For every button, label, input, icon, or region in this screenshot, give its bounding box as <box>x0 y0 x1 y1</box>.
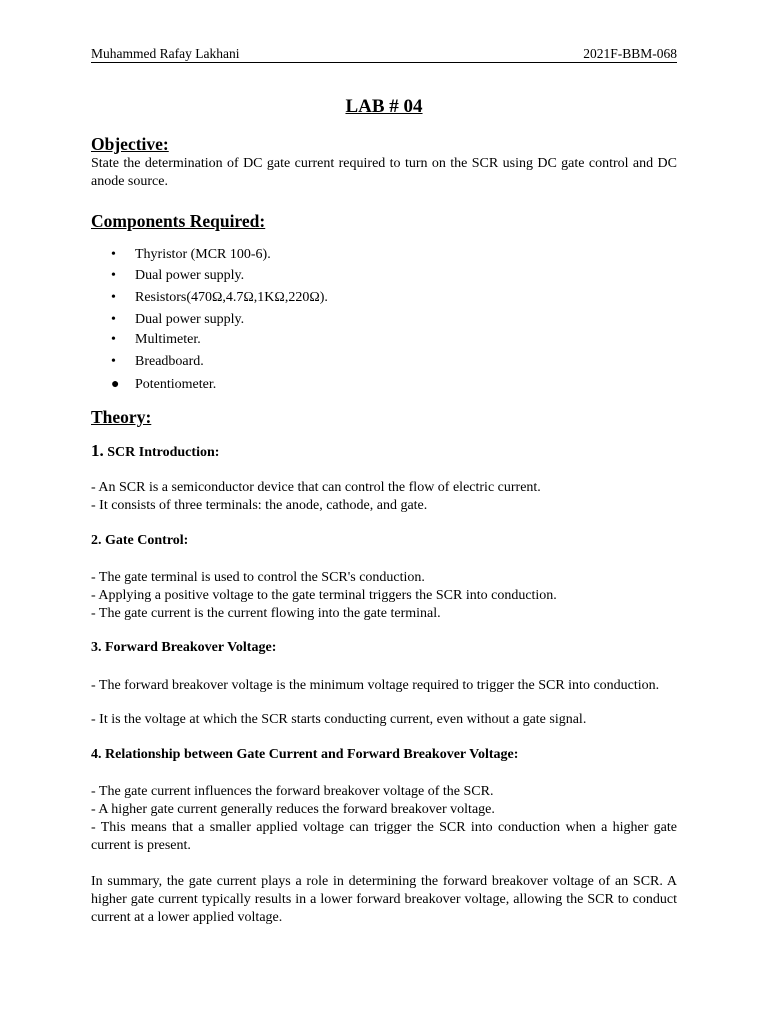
section-4-line: - A higher gate current generally reduces the forward breakover voltage. <box>91 802 495 817</box>
bullet-icon: • <box>111 354 116 369</box>
section-3-heading: 3. Forward Breakover Voltage: <box>91 640 277 655</box>
section-1-line: - It consists of three terminals: the anode, cathode, and gate. <box>91 498 428 513</box>
section-1-heading <box>91 441 677 461</box>
section-1-line: - An SCR is a semiconductor device that can control the flow of electric current. <box>91 480 541 495</box>
section-2-line: - Applying a positive voltage to the gate terminal triggers the SCR into conduction. <box>91 588 557 603</box>
summary-paragraph: In summary, the gate current plays a role in determining the forward breakover voltage of an SCR. A higher gate current typically results in a lower forward breakover voltage, allowing the SCR to conduct current at a lower applied voltage. <box>91 874 677 925</box>
header-author: Muhammed Rafay Lakhani <box>91 46 240 61</box>
components-heading: Components Required: <box>91 211 266 231</box>
section-4-line: - The gate current influences the forward breakover voltage of the SCR. <box>91 784 494 799</box>
section-1-title: SCR Introduction: <box>107 445 220 460</box>
list-item: • Dual power supply. <box>111 312 245 327</box>
page-header <box>91 45 677 63</box>
objective-heading: Objective: <box>91 134 169 154</box>
list-item: • Thyristor (MCR 100-6). <box>111 247 271 262</box>
bullet-icon: • <box>111 332 116 347</box>
list-item: • Dual power supply. <box>111 268 245 283</box>
header-roll-number: 2021F-BBM-068 <box>583 46 677 61</box>
theory-heading: Theory: <box>91 407 152 427</box>
list-item: ● Potentiometer. <box>111 377 217 392</box>
list-item: • Multimeter. <box>111 332 201 347</box>
bullet-icon: • <box>111 290 116 305</box>
bullet-icon: • <box>111 268 116 283</box>
objective-text: State the determination of DC gate current required to turn on the SCR using DC gate control and DC anode source. <box>91 156 677 189</box>
bullet-icon: ● <box>111 377 120 392</box>
bullet-icon: • <box>111 247 116 262</box>
section-3-line: - It is the voltage at which the SCR starts conducting current, even without a gate signal. <box>91 712 587 727</box>
section-1-number: 1. <box>91 441 104 460</box>
lab-title: LAB # 04 <box>345 96 423 117</box>
section-4-heading: 4. Relationship between Gate Current and Forward Breakover Voltage: <box>91 747 519 762</box>
section-4-line: - This means that a smaller applied voltage can trigger the SCR into conduction when a higher gate current is present. <box>91 820 677 853</box>
bullet-icon: • <box>111 312 116 327</box>
section-2-heading: 2. Gate Control: <box>91 533 189 548</box>
section-2-line: - The gate terminal is used to control the SCR's conduction. <box>91 570 425 585</box>
list-item: • Resistors(470Ω,4.7Ω,1KΩ,220Ω). <box>111 290 328 305</box>
list-item: • Breadboard. <box>111 354 204 369</box>
section-2-line: - The gate current is the current flowing into the gate terminal. <box>91 606 441 621</box>
section-3-line: - The forward breakover voltage is the minimum voltage required to trigger the SCR into conduction. <box>91 678 660 693</box>
